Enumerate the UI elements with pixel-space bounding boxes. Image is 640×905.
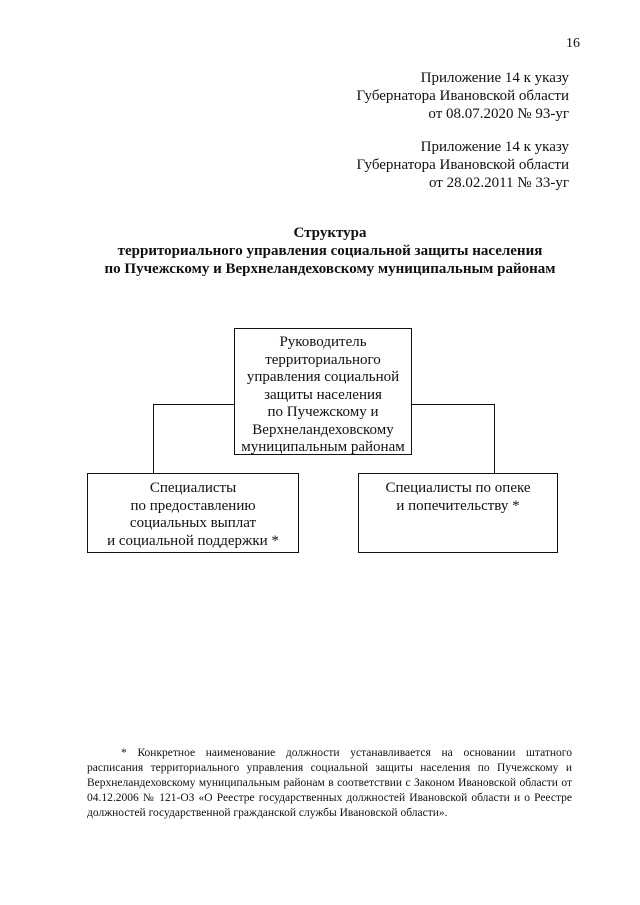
- org-box-head: [234, 328, 412, 455]
- appendix-current-line-3: от 08.07.2020 № 93-уг: [428, 106, 569, 122]
- head-line: Верхнеландеховскому: [252, 421, 394, 438]
- title-line-2: территориального управления социальной защиты населения: [117, 243, 543, 259]
- appendix-note-current: [249, 69, 569, 123]
- head-line: управления социальной: [246, 369, 400, 385]
- appendix-current-line-2: Губернатора Ивановской области: [356, 88, 569, 104]
- head-line: защиты населения: [264, 386, 382, 403]
- connector-left-drop: [153, 404, 154, 473]
- appendix-original-line-2: Губернатора Ивановской области: [356, 157, 569, 173]
- appendix-note-original: [249, 138, 569, 192]
- org-box-guardianship: [358, 473, 558, 553]
- head-line: муниципальным районам: [241, 439, 405, 455]
- left-box-line: по предоставлению: [130, 497, 256, 514]
- appendix-current-line-1: Приложение 14 к указу: [420, 70, 569, 86]
- connector-right-drop: [494, 404, 495, 473]
- right-box-line: Специалисты по опеке: [385, 480, 531, 496]
- head-line: по Пучежскому и: [267, 404, 379, 420]
- right-box-line: и попечительству *: [396, 497, 520, 514]
- left-box-line: социальных выплат: [129, 515, 257, 531]
- title-line-1: Структура: [293, 225, 367, 241]
- appendix-original-line-3: от 28.02.2011 № 33-уг: [428, 175, 569, 191]
- head-line: Руководитель: [279, 334, 367, 350]
- left-box-line: Специалисты: [149, 480, 237, 496]
- document-title: [60, 224, 600, 278]
- left-box-line: и социальной поддержки *: [107, 532, 279, 549]
- appendix-original-line-1: Приложение 14 к указу: [420, 139, 569, 155]
- org-box-social-payments: [87, 473, 299, 553]
- head-line: территориального: [265, 351, 381, 368]
- footnote: * Конкретное наименование должности устанавливается на основании штатного расписания территориального управления социальной защиты населения по Пучежскому и Верхнеландеховскому муниципальным районам в соответствии с Законом Ивановской области от 04.12.2006 № 121-ОЗ «О Реестре государственных должностей Ивановской области и о Реестре должностей государственной гражданской службы Ивановской области».: [87, 747, 572, 819]
- page-number: 16: [566, 36, 580, 51]
- title-line-3: по Пучежскому и Верхнеландеховскому муниципальным районам: [104, 261, 556, 277]
